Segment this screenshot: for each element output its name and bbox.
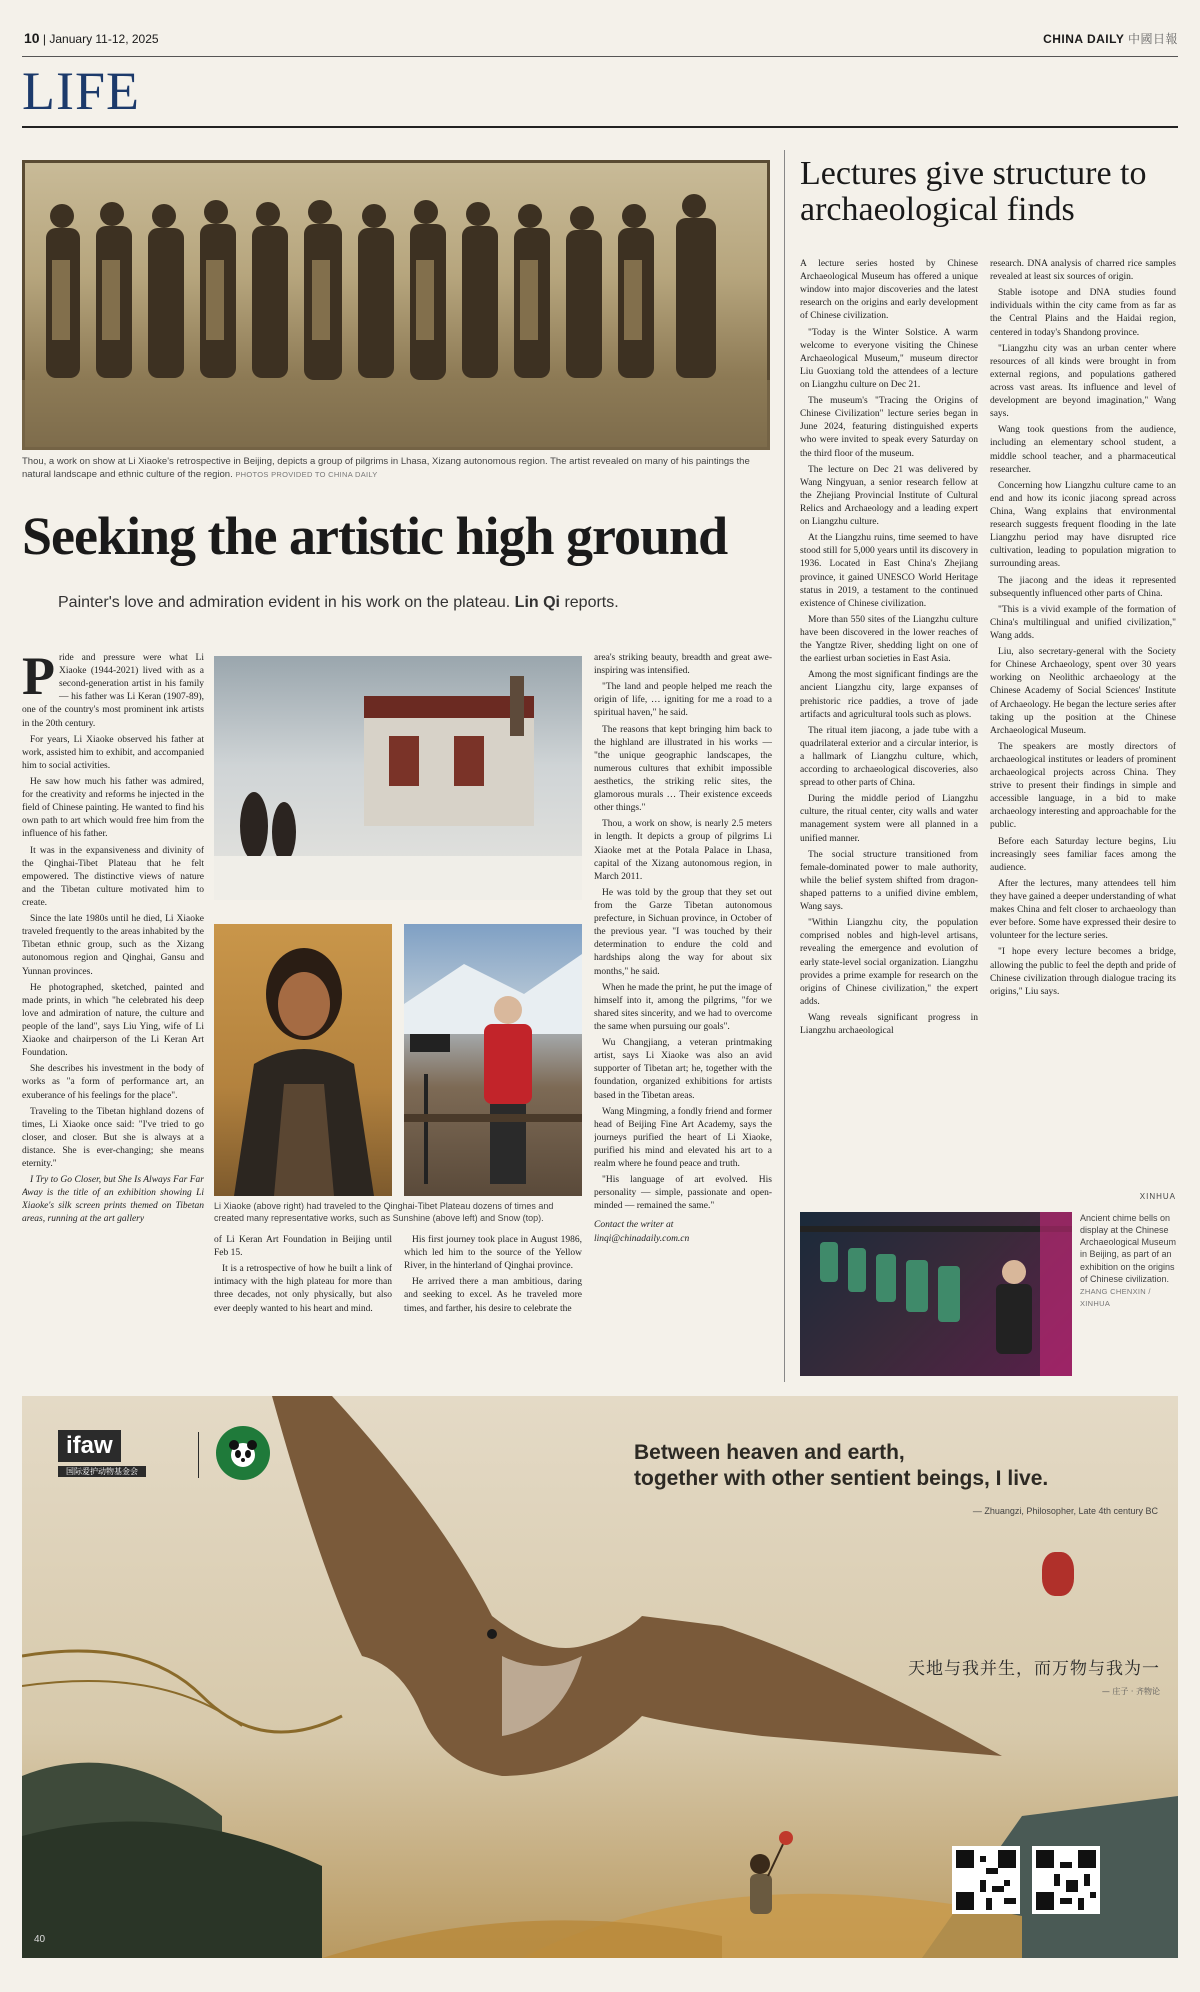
paragraph: "Within Liangzhu city, the population comprised nobles and high-level artisans, revealing the emergence and evolution of early state-level social organization. Liangzhu provides a prime example for research on the origins of Chinese civilization," the expert adds. [800,918,978,1007]
sunshine-painting-photo [214,924,392,1196]
main-col-2 [214,1234,392,1384]
ifaw-logo-text: ifaw [66,1432,113,1459]
paragraph: The reasons that kept bringing him back to the highland are illustrated in his works — "the unique geographic landscapes, the numerous cultures that exhibit impossible aesthetics, the striking relic sites, the glamorous murals … Their existence exceeds other things." [594,724,772,814]
paragraph: When he made the print, he put the image of himself into it, among the pilgrims, "for we shared sites sincerity, and we had to overcome the same when pursuing our goals". [594,982,772,1032]
paragraph: He photographed, sketched, painted and made prints, in which "he celebrated his deep love and admiration of nature, the culture and people of the land", says Liu Ying, wife of Li Xiaoke and chairperson of the Li Keran Art Foundation. [22,982,204,1059]
top-photo-caption-text: Thou, a work on show at Li Xiaoke's retrospective in Beijing, depicts a group of pilgrims in Lhasa, Xizang autonomous region. The artist revealed on many of his paintings the natural landscape and ethnic culture of the region. [22,456,750,480]
side-col-2 [990,258,1176,1338]
paragraph: She describes his investment in the body of works as "a form of performance art, an exuberance of his feelings for the place". [22,1064,204,1101]
paragraph: of Li Keran Art Foundation in Beijing until Feb 15. [214,1235,392,1259]
paragraph: ride and pressure were what Li Xiaoke (1944-2021) lived with as a second-generation artist in his family — his father was Li Keran (1907-89), one of the country's most prominent ink artists in the 20th century. [22,653,204,729]
paragraph: Wang reveals significant progress in Liangzhu archaeological [800,1013,978,1037]
section-rule [22,126,1178,128]
ad-divider [198,1432,199,1478]
ifaw-logo-cn: 国际爱护动物基金会 [58,1466,146,1477]
ad-headline-line-2: together with other sentient beings, I live. [634,1467,1049,1491]
paragraph: Before each Saturday lecture begins, Liu increasingly sees familiar faces among the audience. [990,836,1176,873]
contact-label: Contact the writer at [594,1220,674,1231]
ad-attribution: — Zhuangzi, Philosopher, Late 4th century BC [972,1506,1158,1516]
main-dek [58,594,778,612]
portrait-illustration [214,924,392,1196]
paragraph: The lecture on Dec 21 was delivered by Wang Ningyuan, a senior research fellow at the Zhejiang Provincial Institute of Cultural Relics and Archaeology and a leading expert on Liangzhu culture. [800,464,978,528]
main-col-4 [594,652,772,1392]
paragraph: The social structure transitioned from female-dominated power to male authority, while the belief system shifted from dragon-shaped patterns to a unified divine emblem, Wang says. [800,849,978,913]
top-photo-caption [22,456,770,482]
main-col-1 [22,652,204,1392]
artist-photo [404,924,582,1196]
pilgrims-illustration [22,160,770,450]
chime-bells-photo [800,1212,1072,1376]
snow-painting-photo [214,656,582,900]
paragraph: Wang took questions from the audience, including an elementary school student, a middle school teacher, and a pharmaceutical researcher. [990,425,1176,475]
paragraph: It was in the expansiveness and divinity of the Qinghai-Tibet Plateau that he felt empowered. The distinctive views of nature and the Tibetan culture motivated him to create. [22,845,204,908]
paragraph: Stable isotope and DNA studies found individuals within the city came from as far as the Central Plains and the Haidai region, centered in today's Shandong province. [990,288,1176,338]
qr-code-2-icon [1036,1850,1096,1910]
paragraph: After the lectures, many attendees tell him they have gained a deeper understanding of what makes China and felt closer to archaeology than ever before. Some have expressed their desire to volunteer for the lecture series. [990,878,1176,942]
ifaw-advertisement [22,1396,1178,1958]
page-number: 10 [24,30,40,46]
drop-cap: P [22,652,55,706]
paragraph: Traveling to the Tibetan highland dozens of times, Li Xiaoke once said: "I've tried to go closer, and closer. But she is always at a distance. She is ever-changing; she means eternity." [22,1106,204,1170]
main-col-3 [404,1234,582,1384]
panda-icon [223,1433,263,1473]
agency-credit: XINHUA [1139,1192,1176,1201]
paragraph: More than 550 sites of the Liangzhu culture have been discovered in the lower reaches of the Yangtze River, shedding light on one of the earliest urban societies in East Asia. [800,614,978,665]
bells-illustration [800,1212,1072,1376]
ifaw-logo [58,1430,121,1462]
page-folio [24,30,159,46]
dek-text: Painter's love and admiration evident in his work on the plateau. [58,594,511,611]
paragraph: The jiacong and the ideas it represented subsequently influenced other parts of China. [990,575,1176,599]
paragraph: Wu Changjiang, a veteran printmaking artist, says Li Xiaoke was also an avid supporter of Tibetan art; he, together with the foundation, organized exhibitions for artists based in the Tibetan areas. [594,1038,772,1101]
paragraph: I Try to Go Closer, but She Is Always Far Far Away is the title of an exhibition showing Li Xiaoke's silk screen prints themed on Tibetan areas, running at the art gallery [22,1175,204,1225]
qr-code-1[interactable] [952,1846,1020,1914]
paragraph: The ritual item jiacong, a jade tube with a quadrilateral exterior and a circular interior, is a hallmark of Liangzhu culture, which, according to archaeological discoveries, also spread to other parts of China. [800,725,978,789]
main-headline: Seeking the artistic high ground [22,506,728,566]
qr-code-2[interactable] [1032,1846,1100,1914]
paragraph: Concerning how Liangzhu culture came to an end and how its iconic jiacong spread across China, Wang explains that environmental research suggests frequent flooding in the late Liangzhu period may have disrupted rice cultivation, leading to population migration to surrounding areas. [990,480,1176,570]
paragraph: Wang Mingming, a fondly friend and former head of Beijing Fine Art Academy, says the journeys purified the heart of Li Xiaoke, purified his mind and elevated his art to a realm where he found peace and truth. [594,1106,772,1170]
paragraph: "Liangzhu city was an urban center where resources of all kinds were brought in from external regions, and populations gathered across vast areas. Its influence and level of development are beyond imagination," Wang says. [990,343,1176,420]
paragraph: The speakers are mostly directors of archaeological institutes or leaders of prominent archaeological projects across China. They strive to present their findings in simple and accessible language, in a bid to make archaeology interesting and approachable for the public. [990,741,1176,831]
paragraph: His first journey took place in August 1986, which led him to the source of the Yellow River, in the hinterland of Qinghai province. [404,1235,582,1272]
pilgrims-photo [22,160,770,450]
chime-credit: ZHANG CHENXIN / XINHUA [1080,1286,1151,1308]
paragraph: "I hope every lecture becomes a bridge, allowing the public to feel the depth and pride of Chinese civilization through dialogue tracing its origins," Liu says. [990,947,1176,997]
side-headline: Lectures give structure to archaeological finds [800,155,1147,228]
byline-suffix: reports. [564,594,619,611]
paragraph: "This is a vivid example of the formation of China's multilingual and unified civilization," Wang adds. [990,604,1176,641]
brand-name-cn: 中國日報 [1127,32,1178,46]
paragraph: He was told by the group that they set out from the Garze Tibetan autonomous prefecture, in Sichuan province, in October of the previous year. "I was touched by their determination to endure the cold and hardships along the way for about six months," he said. [594,887,772,977]
snow-illustration [214,656,582,900]
paragraph: The museum's "Tracing the Origins of Chinese Civilization" lecture series began in June 2024, featuring distinguished experts who were invited to speak every Saturday on the third floor of the museum. [800,396,978,459]
paragraph: Among the most significant findings are the ancient Liangzhu city, large expanses of prehistoric rice paddies, a trove of jade artifacts and agricultural tools such as plows. [800,670,978,720]
byline: Lin Qi [514,594,560,611]
panda-logo-icon [216,1426,270,1480]
paragraph: During the middle period of Liangzhu culture, the ritual center, city walls and water management system were all planned in a unified manner. [800,794,978,844]
ad-headline-line-1: Between heaven and earth, [634,1441,905,1464]
brand-name: CHINA DAILY [1043,32,1125,46]
paragraph: area's striking beauty, breadth and great awe-inspiring was intensified. [594,653,772,677]
contact-email[interactable]: linqi@chinadaily.com.cn [594,1233,690,1244]
publication-brand [1043,30,1178,47]
side-col-1 [800,258,978,1360]
top-rule [22,56,1178,57]
paragraph: "His language of art evolved. His personality — simple, passionate and open-minded — remained the same." [594,1175,772,1212]
paragraph: research. DNA analysis of charred rice samples revealed at least six sources of origin. [990,259,1176,283]
paragraph: For years, Li Xiaoke observed his father at work, assisted him to exhibit, and accompanied him to social activities. [22,734,204,771]
qr-code-1-icon [956,1850,1016,1910]
chime-bells-caption [1080,1212,1178,1309]
paragraph: Thou, a work on show, is nearly 2.5 meters in length. It depicts a group of pilgrims Li Xiaoke met at the Potala Palace in Lhasa, capital of the Xizang autonomous region, in March 2011. [594,819,772,882]
column-divider [784,150,785,1382]
chime-caption-text: Ancient chime bells on display at the Chinese Archaeological Museum in Beijing, as part of an exhibition on the origins of Chinese civilization. [1080,1213,1177,1284]
paragraph: "Today is the Winter Solstice. A warm welcome to everyone visiting the Chinese Archaeological Museum," museum director Liu Guoxiang told the attendees of a lecture on Liangzhu culture on Dec 21. [800,327,978,390]
artist-illustration [404,924,582,1196]
paragraph: Liu, also secretary-general with the Society for Chinese Archaeology, spent over 30 years working on Neolithic archaeology at the Chinese Academy of Social Sciences' Institute of Archaeology. He began the lecture series after taking up the position at the Chinese Archaeological Museum. [990,647,1176,736]
ad-chinese-attribution: — 庄子 · 齐物论 [1101,1687,1160,1696]
paragraph: He saw how much his father was admired, for the creativity and reforms he injected in the field of Chinese painting. He wanted to find his own path to art which would free him from the influence of his father. [22,776,204,840]
ad-headline [634,1440,1154,1493]
paragraph: At the Liangzhu ruins, time seemed to have stood still for 5,000 years until its discovery in 1936. Located in East China's Zhejiang province, it gained UNESCO World Heritage status in 2019, a testament to the continued existence of Chinese civilization. [800,533,978,609]
issue-date: | January 11-12, 2025 [42,32,159,46]
red-seal-icon [1042,1552,1074,1596]
paragraph: He arrived there a man ambitious, daring and seeking to excel. As he traveled more times, and farther, his desire to celebrate the [404,1277,582,1314]
paragraph: Since the late 1980s until he died, Li Xiaoke traveled frequently to the areas inhabited by the Tibetan ethnic group, such as the Xizang autonomous region and Qinghai, Gansu and Yunnan provinces. [22,914,204,977]
top-photo-credit: PHOTOS PROVIDED TO CHINA DAILY [235,469,378,479]
ad-page-mark: 40 [34,1934,46,1945]
main-photos-caption: Li Xiaoke (above right) had traveled to the Qinghai-Tibet Plateau dozens of times and created many representative works, such as Sunshine (above left) and Snow (top). [214,1201,554,1224]
contact-line [594,1219,772,1245]
ad-chinese-quote: 天地与我并生，而万物与我为一 [908,1659,1160,1679]
paragraph: "The land and people helped me reach the origin of life, … igniting for me a road to a spiritual haven," he said. [594,682,772,719]
section-title: LIFE [22,61,140,121]
paragraph: It is a retrospective of how he built a link of intimacy with the high plateau for more than three decades, not only physically, but also ever deeply wanted to his heart and mind. [214,1264,392,1314]
paragraph: A lecture series hosted by Chinese Archaeological Museum has offered a unique window into major discoveries and the latest research on the origins and early development of Chinese civilization. [800,259,978,322]
